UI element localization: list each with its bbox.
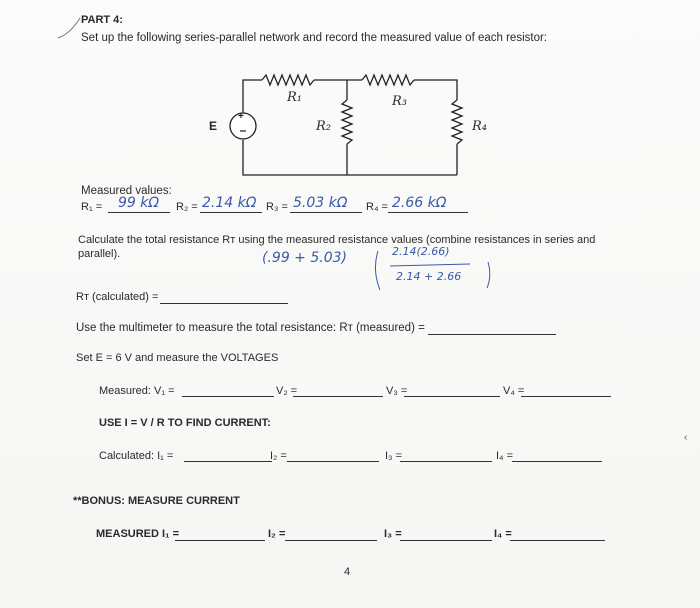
v1-label: Measured: V₁ = — [99, 385, 175, 397]
i4-meas-label: I₄ = — [494, 528, 512, 540]
i2-calc-blank[interactable] — [287, 461, 379, 462]
rt-instruction-line2: parallel). — [78, 248, 121, 260]
rt-instruction-line1: Calculate the total resistance Rᴛ using the measured resistance values (combine resistances in series and — [78, 234, 596, 246]
i2-calc-label: I₂ = — [270, 450, 287, 462]
i2-meas-label: I₂ = — [268, 528, 286, 540]
rt-calc-label: Rᴛ (calculated) = — [76, 291, 159, 303]
part-instruction: Set up the following series-parallel network and record the measured value of each resistor: — [81, 32, 547, 44]
r3-measured-label: R₃ = — [266, 201, 288, 213]
r4-measured-label: R₄ = — [366, 201, 388, 213]
svg-text:+: + — [238, 111, 244, 122]
r2-measured-value: 2.14 kΩ — [202, 195, 257, 211]
measured-heading: Measured values: — [81, 185, 172, 197]
r1-measured-value: 99 kΩ — [118, 195, 160, 211]
edge-mark: ‹ — [684, 432, 688, 443]
source-label: E — [209, 119, 218, 133]
i3-calc-label: I₃ = — [385, 450, 403, 462]
i4-meas-blank[interactable] — [510, 540, 605, 541]
r1-label: R₁ — [287, 90, 302, 105]
r2-measured-label: R₂ = — [176, 201, 198, 213]
i1-meas-blank[interactable] — [175, 540, 265, 541]
v2-blank[interactable] — [293, 396, 383, 397]
i2-meas-blank[interactable] — [285, 540, 377, 541]
part-title: PART 4: — [81, 14, 123, 26]
i3-calc-blank[interactable] — [400, 461, 492, 462]
i3-meas-blank[interactable] — [400, 540, 492, 541]
rt-measured-blank[interactable] — [428, 334, 556, 335]
r1-measured-label: R₁ = — [81, 201, 103, 213]
rt-measured-label: Use the multimeter to measure the total resistance: Rᴛ (measured) = — [76, 322, 425, 334]
v3-blank[interactable] — [404, 396, 500, 397]
v3-label: V₃ = — [386, 385, 408, 397]
r4-measured-value: 2.66 kΩ — [392, 195, 447, 211]
i1-meas-label: MEASURED I₁ = — [96, 528, 180, 540]
v2-label: V₂ = — [276, 385, 298, 397]
page-number: 4 — [344, 566, 351, 578]
i1-calc-blank[interactable] — [184, 461, 272, 462]
bonus-title: **BONUS: MEASURE CURRENT — [73, 495, 240, 507]
current-instruction: USE I = V / R TO FIND CURRENT: — [99, 417, 271, 429]
rt-work-denominator: 2.14 + 2.66 — [396, 270, 462, 283]
voltages-set-label: Set E = 6 V and measure the VOLTAGES — [76, 352, 279, 364]
v4-blank[interactable] — [521, 396, 611, 397]
i4-calc-label: I₄ = — [496, 450, 514, 462]
i3-meas-label: I₃ = — [384, 528, 402, 540]
r3-label: R₃ — [392, 94, 407, 109]
i1-calc-label: Calculated: I₁ = — [99, 450, 174, 462]
r4-label: R₄ — [472, 119, 487, 134]
rt-work-series: (.99 + 5.03) — [262, 250, 347, 266]
i4-calc-blank[interactable] — [512, 461, 602, 462]
r2-label: R₂ — [316, 119, 331, 134]
rt-work-numerator: 2.14(2.66) — [392, 245, 450, 258]
rt-calc-blank[interactable] — [160, 303, 288, 304]
v1-blank[interactable] — [182, 396, 274, 397]
v4-label: V₄ = — [503, 385, 525, 397]
r3-measured-value: 5.03 kΩ — [293, 195, 348, 211]
